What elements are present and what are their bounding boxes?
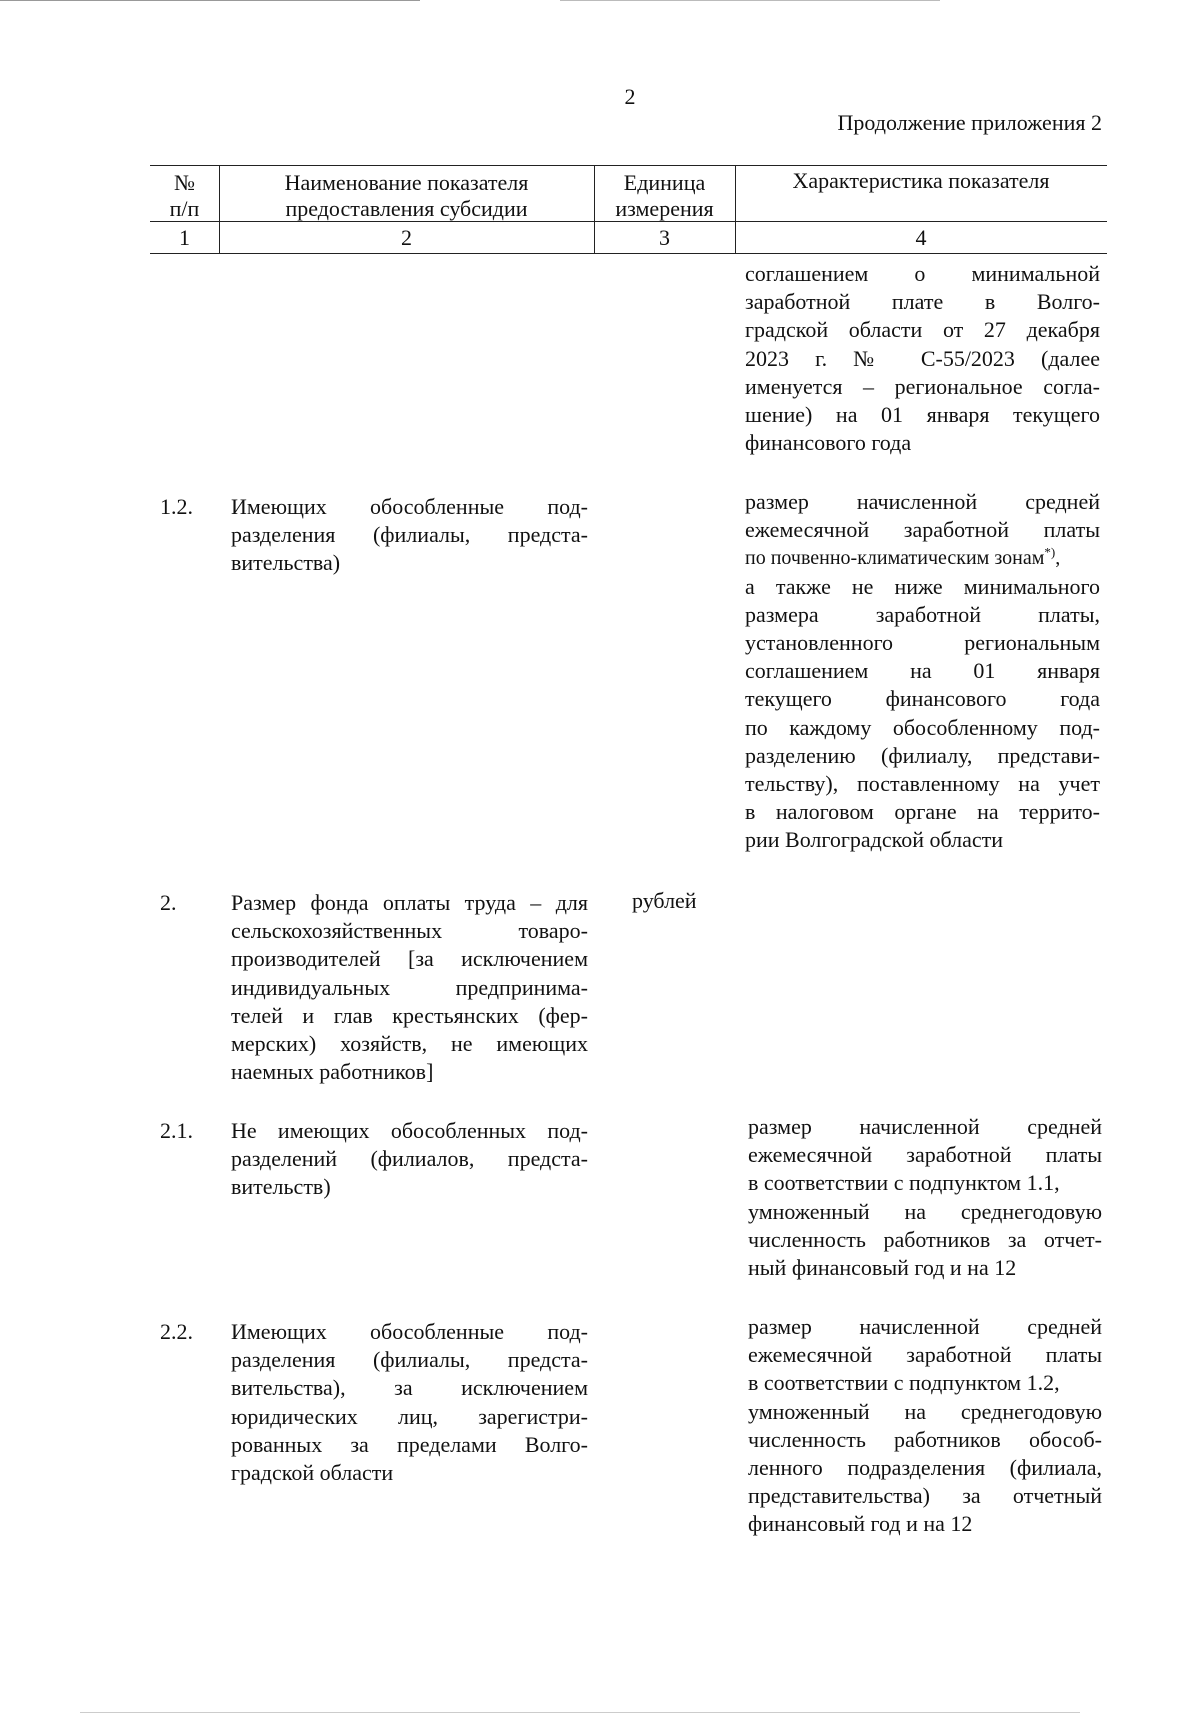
header-number-2: 2: [401, 225, 412, 250]
row-characteristic: размер начисленной средней ежемесячной заработной платы по почвенно-климатическим зонам*), а также не ниже минимального размера заработной платы, установленного региональным соглашением на 01 января текущего финансового года по каждому обособленному под- разделению (филиалу, представи- тельству), поставленному на учет в налоговом органе на террито- рии Волгоградской области: [745, 489, 1100, 853]
row-characteristic: размер начисленной средней ежемесячной заработной платы в соответствии с подпунктом 1.1, умноженный на среднегодовую численность работников за отчет- ный финансовый год и на 12: [748, 1114, 1102, 1281]
header-col-name: Наименование показателя предоставления субсидии: [284, 170, 529, 221]
footnote-mark: *): [1044, 544, 1056, 560]
scan-edge-line: [80, 1712, 1080, 1713]
header-col-characteristic: Характеристика показателя: [792, 168, 1050, 193]
table-border-top: [150, 165, 1107, 166]
row-unit: рублей: [632, 888, 697, 913]
scan-edge-line: [560, 0, 940, 1]
row-characteristic: размер начисленной средней ежемесячной заработной платы в соответствии с подпунктом 1.2, умноженный на среднегодовую численность работников обособ- ленного подразделения (филиала, представительства) за отчетный финансовый год и на 12: [748, 1314, 1102, 1537]
header-number-3: 3: [659, 225, 670, 250]
row-number: 1.2.: [160, 494, 193, 519]
row-name: Размер фонда оплаты труда – для сельскохозяйственных товаро- производителей [за исключением индивидуальных предпринима- телей и глав крестьянских (фер- мерских) хозяйств, не имеющих наемных работников]: [231, 890, 588, 1085]
row-name: Имеющих обособленные под- разделения (филиалы, предста- вительства), за исключением юридических лиц, зарегистри- рованных за пределами Волго- градской области: [231, 1319, 588, 1486]
page-number: 2: [624, 84, 636, 109]
row-number: 2.1.: [160, 1118, 193, 1143]
row-number: 2.2.: [160, 1319, 193, 1344]
table-border-bottom: [150, 253, 1107, 254]
header-col-number: № п/п: [169, 170, 200, 221]
row-number: 2.: [160, 890, 177, 915]
header-col-unit: Единица измерения: [615, 170, 714, 221]
scan-edge-line: [0, 0, 420, 1]
header-number-4: 4: [915, 225, 927, 250]
row-name: Не имеющих обособленных под- разделений (филиалов, предста- вительств): [231, 1118, 588, 1200]
header-number-1: 1: [179, 225, 190, 250]
continuation-label: Продолжение приложения 2: [837, 110, 1102, 135]
continuation-characteristic: соглашением о минимальной заработной плате в Волго- градской области от 27 декабря 2023 г. № С-55/2023 (далее именуется – региональное согла- шение) на 01 января текущего финансового года: [745, 261, 1100, 456]
row-name: Имеющих обособленные под- разделения (филиалы, предста- вительства): [231, 494, 588, 576]
